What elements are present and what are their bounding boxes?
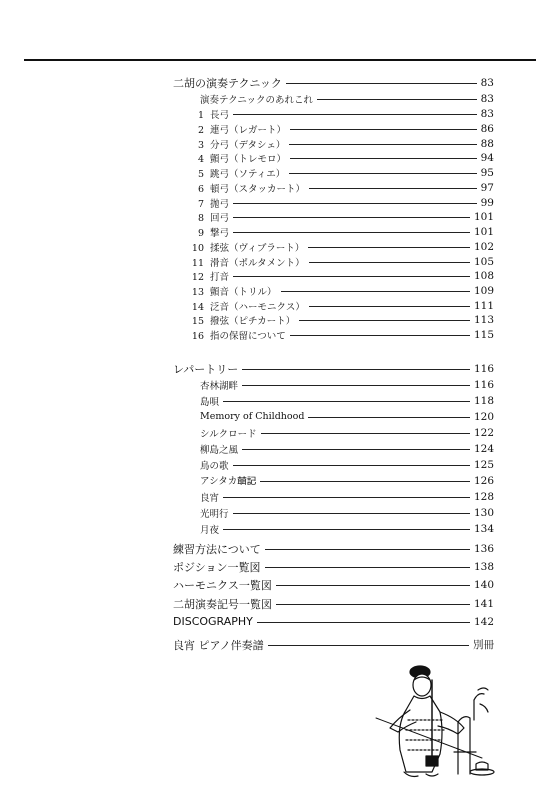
item-label: 光明行	[200, 508, 229, 520]
item-label: 泛音（ハーモニクス）	[210, 301, 305, 313]
item-label: 揉弦（ヴィブラート）	[210, 242, 305, 254]
entry-label: DISCOGRAPHY	[173, 615, 253, 628]
item-label: 撥弦（ピチカート）	[210, 315, 296, 327]
dot-leader	[281, 291, 470, 292]
page-number: 101	[473, 225, 494, 238]
page-number: 116	[473, 362, 494, 375]
toc-item[interactable]	[200, 92, 494, 105]
toc-item[interactable]	[190, 240, 494, 253]
page-number: 142	[473, 615, 494, 628]
toc-section-repertoire[interactable]	[173, 362, 494, 375]
entry-label: ポジション一覧図	[173, 560, 261, 574]
dot-leader	[233, 513, 470, 514]
page-number: 95	[480, 166, 494, 179]
dot-leader	[242, 449, 470, 450]
page-number: 136	[473, 542, 494, 555]
dot-leader	[299, 320, 470, 321]
item-number: 10	[191, 242, 204, 254]
dot-leader	[233, 232, 470, 233]
toc-entry[interactable]	[173, 638, 494, 651]
item-label: 月夜	[200, 524, 220, 536]
toc-entry[interactable]	[173, 615, 494, 628]
item-number: 8	[197, 212, 204, 224]
item-label: 杏林湖畔	[200, 380, 239, 392]
toc-item[interactable]	[200, 458, 494, 471]
item-label: 連弓（レガート）	[210, 124, 287, 136]
dot-leader	[223, 401, 470, 402]
dot-leader	[308, 247, 470, 248]
item-label: 顫音（トリル）	[210, 286, 277, 298]
page-number: 118	[473, 394, 494, 407]
toc-item[interactable]	[190, 122, 494, 135]
page-number: 126	[473, 474, 494, 487]
item-label: 回弓	[210, 212, 230, 224]
item-label: 頓弓（スタッカート）	[210, 183, 306, 195]
erhu-player-illustration-icon	[370, 660, 502, 788]
page-number: 138	[473, 560, 494, 573]
item-label: 撃弓	[210, 227, 230, 239]
dot-leader	[261, 433, 470, 434]
toc-item[interactable]	[190, 255, 494, 268]
page-number: 125	[473, 458, 494, 471]
toc-entry[interactable]	[173, 560, 494, 573]
dot-leader	[223, 497, 470, 498]
toc-item[interactable]	[190, 151, 494, 164]
page-number: 134	[473, 522, 494, 535]
item-number: 16	[191, 330, 204, 342]
toc-item[interactable]	[190, 107, 494, 120]
page-number: 83	[480, 92, 494, 105]
toc-entry[interactable]	[173, 578, 494, 591]
page-number: 128	[473, 490, 494, 503]
page-number: 83	[480, 76, 494, 89]
toc-item[interactable]	[200, 506, 494, 519]
item-number: 4	[197, 153, 204, 165]
page-number: 108	[473, 269, 494, 282]
dot-leader	[309, 188, 477, 189]
page-number: 109	[473, 284, 494, 297]
dot-leader	[265, 567, 470, 568]
item-label: 分弓（デタシェ）	[210, 139, 286, 151]
page-number: 113	[473, 313, 494, 326]
item-number: 14	[191, 301, 204, 313]
dot-leader	[289, 173, 476, 174]
item-label: 長弓	[210, 109, 230, 121]
item-label: アシタカ𦻙記	[200, 475, 257, 487]
dot-leader	[265, 549, 470, 550]
page-number: 130	[473, 506, 494, 519]
toc-item[interactable]	[190, 181, 494, 194]
dot-leader	[257, 622, 470, 623]
dot-leader	[242, 385, 470, 386]
entry-label: ハーモニクス一覧図	[173, 578, 272, 592]
item-label: 跳弓（ソティエ）	[210, 168, 286, 180]
toc-item[interactable]	[200, 522, 494, 535]
dot-leader	[290, 335, 470, 336]
dot-leader	[289, 144, 476, 145]
page-number: 141	[473, 597, 494, 610]
item-label: 拋弓	[210, 198, 230, 210]
toc-entry[interactable]	[173, 542, 494, 555]
page-number: 88	[480, 137, 494, 150]
dot-leader	[276, 604, 470, 605]
item-label: 柳島之風	[200, 444, 239, 456]
toc-item[interactable]	[200, 410, 494, 423]
toc-item[interactable]	[190, 210, 494, 223]
dot-leader	[233, 276, 470, 277]
page-number: 122	[473, 426, 494, 439]
item-number: 13	[191, 286, 204, 298]
item-number: 5	[197, 168, 204, 180]
dot-leader	[309, 262, 470, 263]
item-number: 2	[197, 124, 204, 136]
toc-item[interactable]	[200, 426, 494, 439]
item-label: 演奏テクニックのあれこれ	[200, 94, 314, 106]
dot-leader	[290, 158, 477, 159]
dot-leader	[268, 645, 469, 646]
item-number: 9	[197, 227, 204, 239]
dot-leader	[223, 529, 470, 530]
item-label: 顫弓（トレモロ）	[210, 153, 287, 165]
page-number: 86	[480, 122, 494, 135]
item-label: 良宵	[200, 492, 220, 504]
page-number: 101	[473, 210, 494, 223]
page-number: 111	[473, 299, 494, 312]
dot-leader	[317, 99, 477, 100]
dot-leader	[233, 465, 470, 466]
page-number: 120	[473, 410, 494, 423]
item-number: 12	[191, 271, 204, 283]
item-number: 15	[191, 315, 204, 327]
page-number: 99	[480, 196, 494, 209]
entry-label: 二胡演奏記号一覧図	[173, 597, 272, 611]
dot-leader	[276, 585, 470, 586]
page-number: 124	[473, 442, 494, 455]
item-number: 1	[197, 109, 204, 121]
toc-entry[interactable]	[173, 597, 494, 610]
toc-item[interactable]	[190, 196, 494, 209]
item-label: 指の保留について	[210, 330, 286, 342]
item-number: 3	[197, 139, 204, 151]
entry-label: 練習方法について	[173, 542, 261, 556]
section-title: 二胡の演奏テクニック	[173, 76, 282, 90]
item-label: Memory of Childhood	[200, 411, 305, 422]
dot-leader	[260, 481, 470, 482]
item-number: 11	[191, 257, 204, 269]
page-number: 115	[473, 328, 494, 341]
toc-item[interactable]	[190, 137, 494, 150]
toc-item[interactable]	[200, 394, 494, 407]
dot-leader	[233, 203, 477, 204]
dot-leader	[290, 129, 477, 130]
item-label: シルクロード	[200, 428, 257, 440]
toc-item[interactable]	[190, 269, 494, 282]
item-label: 打音	[210, 271, 230, 283]
dot-leader	[286, 83, 477, 84]
toc-item[interactable]	[200, 378, 494, 391]
dot-leader	[233, 114, 477, 115]
dot-leader	[242, 369, 470, 370]
dot-leader	[309, 306, 470, 307]
toc-item[interactable]	[200, 490, 494, 503]
page-number: 105	[473, 255, 494, 268]
toc-item[interactable]	[200, 442, 494, 455]
page-number: 83	[480, 107, 494, 120]
toc-section-technique[interactable]	[173, 76, 494, 89]
item-label: 島唄	[200, 396, 220, 408]
dot-leader	[308, 417, 470, 418]
page-number: 116	[473, 378, 494, 391]
item-label: 滑音（ポルタメント）	[210, 257, 305, 269]
toc-item[interactable]	[190, 284, 494, 297]
toc-item[interactable]	[200, 474, 494, 487]
page-number: 97	[480, 181, 494, 194]
entry-label: 良宵 ピアノ伴奏譜	[173, 638, 264, 652]
dot-leader	[233, 217, 470, 218]
item-label: 鳥の歌	[200, 460, 229, 472]
toc-item[interactable]	[190, 225, 494, 238]
item-number: 7	[197, 198, 204, 210]
item-number: 6	[197, 183, 204, 195]
page-number: 94	[480, 151, 494, 164]
section-title: レパートリー	[173, 362, 239, 376]
page-number: 102	[473, 240, 494, 253]
page-number: 140	[473, 578, 494, 591]
toc-item[interactable]	[190, 328, 494, 341]
toc-item[interactable]	[190, 313, 494, 326]
toc-item[interactable]	[190, 166, 494, 179]
page-number: 別冊	[473, 639, 494, 651]
toc-item[interactable]	[190, 299, 494, 312]
